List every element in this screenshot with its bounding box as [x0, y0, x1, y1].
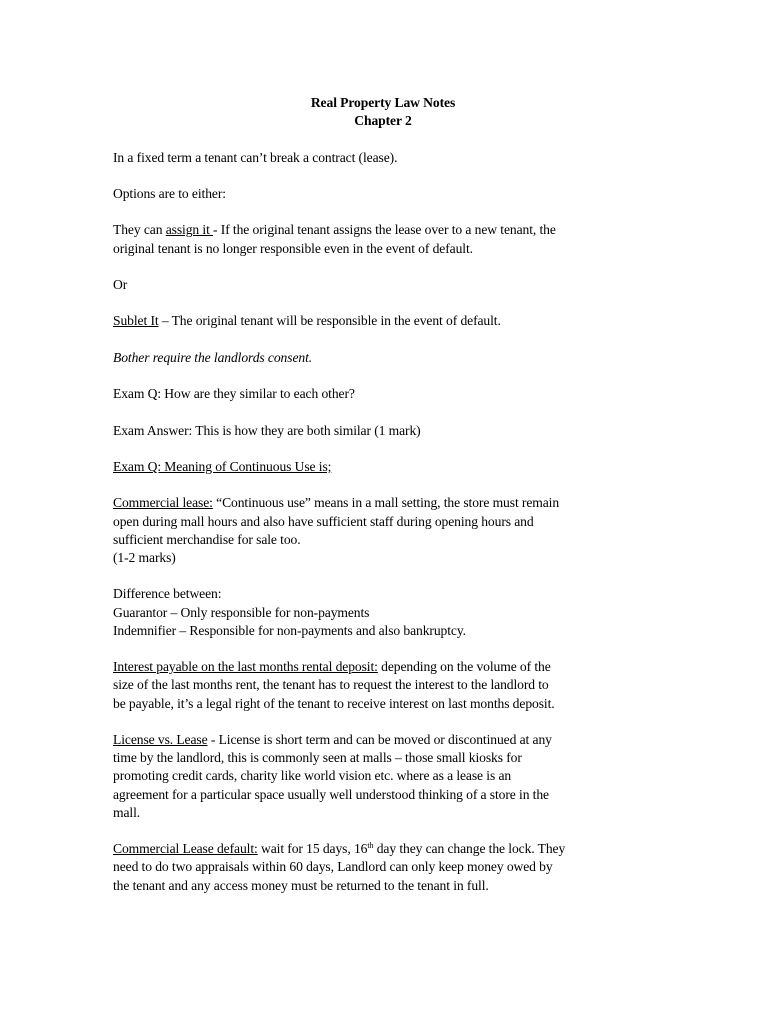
license-line-2: time by the landlord, this is commonly seen at malls – those small kiosks for: [113, 750, 522, 766]
document-page: [113, 94, 653, 895]
document-title: [113, 94, 653, 130]
interest-line-1: depending on the volume of the: [377, 659, 551, 675]
sublet-text: – The original tenant will be responsible in the event of default.: [158, 313, 501, 329]
interest-term: Interest payable on the last months rental deposit:: [113, 659, 378, 675]
default-line-1b: day they can change the lock. They: [373, 841, 566, 857]
commercial-line-3: sufficient merchandise for sale too.: [113, 531, 301, 547]
title-line-1: Real Property Law Notes: [310, 95, 456, 110]
default-paragraph: [113, 840, 653, 895]
default-superscript: th: [367, 841, 374, 851]
assign-it-term: assign it: [165, 222, 214, 238]
sublet-term: Sublet It: [113, 313, 159, 329]
assign-prefix: They can: [113, 222, 166, 238]
difference-heading: Difference between:: [113, 586, 222, 602]
assign-text-2: original tenant is no longer responsible even in the event of default.: [113, 240, 473, 256]
license-paragraph: [113, 731, 653, 822]
consent-paragraph: Bother require the landlords consent.: [113, 349, 313, 365]
options-paragraph: Options are to either:: [113, 185, 226, 201]
sublet-paragraph: [113, 312, 653, 330]
commercial-line-1: “Continuous use” means in a mall setting, the store must remain: [212, 495, 560, 511]
interest-line-3: be payable, it’s a legal right of the tenant to receive interest on last months deposit.: [113, 695, 555, 711]
assign-text-1: - If the original tenant assigns the lease over to a new tenant, the: [213, 222, 556, 238]
exam-question-1: Exam Q: How are they similar to each other?: [113, 386, 355, 402]
commercial-lease-term: Commercial lease:: [113, 495, 213, 511]
license-line-1: - License is short term and can be moved or discontinued at any: [207, 731, 552, 747]
interest-paragraph: [113, 658, 653, 713]
intro-paragraph: In a fixed term a tenant can’t break a contract (lease).: [113, 149, 398, 165]
default-term: Commercial Lease default:: [113, 841, 258, 857]
commercial-marks: (1-2 marks): [113, 549, 176, 565]
commercial-lease-paragraph: [113, 494, 653, 567]
license-line-5: mall.: [113, 804, 141, 820]
title-line-2: Chapter 2: [354, 113, 412, 129]
default-line-1a: wait for 15 days, 16: [257, 841, 368, 857]
difference-paragraph: [113, 585, 653, 640]
interest-line-2: size of the last months rent, the tenant has to request the interest to the landlord to: [113, 677, 549, 693]
exam-question-2: Exam Q: Meaning of Continuous Use is;: [113, 458, 332, 474]
guarantor-line: Guarantor – Only responsible for non-payments: [113, 604, 370, 620]
or-paragraph: Or: [113, 276, 128, 292]
license-line-4: agreement for a particular space usually well understood thinking of a store in the: [113, 786, 549, 802]
license-line-3: promoting credit cards, charity like world vision etc. where as a lease is an: [113, 768, 512, 784]
default-line-3: the tenant and any access money must be returned to the tenant in full.: [113, 877, 489, 893]
commercial-line-2: open during mall hours and also have sufficient staff during opening hours and: [113, 513, 534, 529]
default-line-2: need to do two appraisals within 60 days, Landlord can only keep money owed by: [113, 859, 553, 875]
license-term: License vs. Lease: [113, 731, 208, 747]
indemnifier-line: Indemnifier – Responsible for non-payments and also bankruptcy.: [113, 622, 466, 638]
exam-answer-1: Exam Answer: This is how they are both similar (1 mark): [113, 422, 421, 438]
assign-paragraph: [113, 221, 653, 257]
